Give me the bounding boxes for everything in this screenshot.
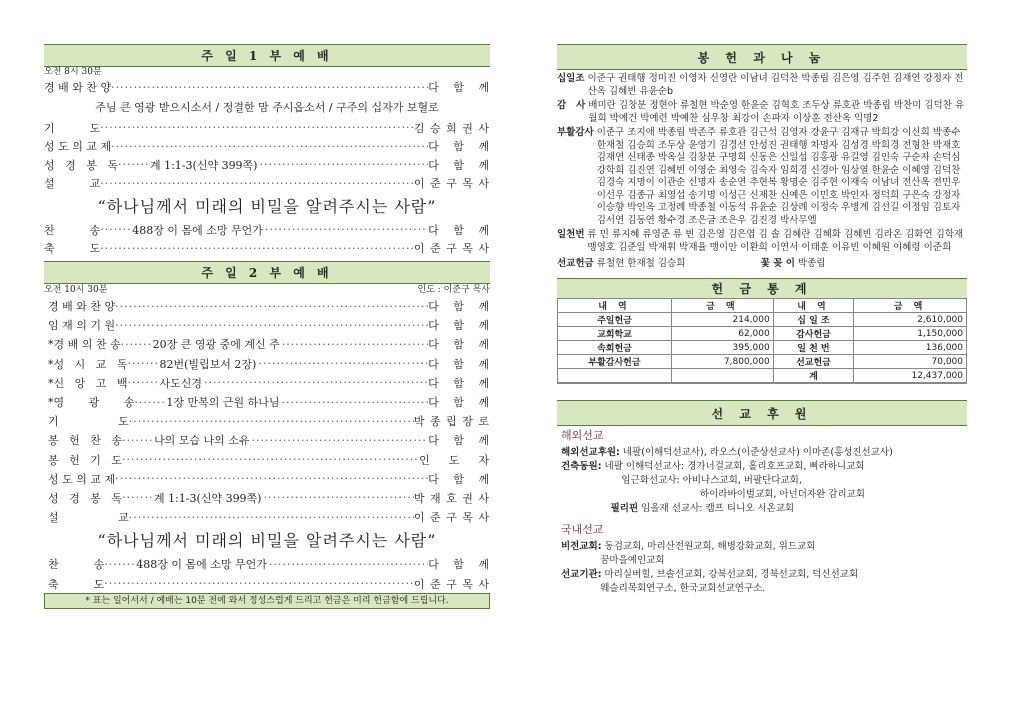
dot-leader [100, 242, 414, 255]
dot-leader [100, 223, 130, 236]
mission-line-text: 마리실버힐, 브솔선교회, 강북선교회, 경북선교회, 덕신선교회 [601, 569, 859, 580]
dot-leader [263, 491, 413, 504]
stats-amount: 2,610,000 [854, 313, 967, 327]
mission-line-text: 하이라바이벌교회, 아넌더자완 감리교회 [561, 489, 865, 500]
mission-line [557, 582, 967, 596]
order-item-person: 박 재 호 권 사 [413, 491, 490, 505]
stats-category: 감사헌금 [773, 327, 853, 341]
order-item-label: *성 시 교 독 [48, 357, 128, 371]
service2-sermon-title: “하나님께서 미래의 비밀을 알려주시는 사람” [97, 530, 437, 550]
service1-sermon-title: “하나님께서 미래의 비밀을 알려주시는 사람” [97, 196, 437, 216]
mission-line [557, 502, 967, 516]
order-row [44, 392, 490, 411]
order-row [44, 373, 490, 392]
mission-line [557, 446, 967, 460]
mission-line-text: 임올재 선교사: 캠프 티니오 시온교회 [638, 503, 795, 514]
order-item-label: 임 재 의 기 원 [48, 319, 116, 333]
dot-leader [104, 558, 134, 571]
stats-amount [671, 369, 773, 383]
order-row [44, 137, 490, 156]
dot-leader [281, 396, 428, 409]
offering-stats-header-row [558, 299, 967, 313]
mission-line [557, 568, 967, 582]
flower-label: 꽃 꽂 이 [760, 258, 795, 269]
order-item-person: 다 함 께 [428, 472, 490, 486]
offering-group-names: 이준구 조지애 박종립 박존주 류호관 김근석 김영자 강윤구 김재규 박희강 이신희 박종수 한재철 김승희 조두상 윤영기 김경선 안성진 권태행 차명자 김성경 박희경 전형찬 박재호 김재연 신태종 박옥실 김창분 구명희 신동은 신일섭 김홍광 유길영 김인숙 구순자 손덕심 강학희 김진연 김혜빈 이영순 최영숙 김숙자 임희경 신경아 임상열 한윤순 이혜영 김덕찬 김경숙 지명이 이관순 신명자 송순연 추현복 황명순 김주현 이재숙 이남녀 전산옥 전민우 이선우 김종규 최영섭 송기명 이성근 신재찬 신예은 이민호 박인자 정덕희 구은숙 강정자 이승향 박인옥 고정례 박종철 이동석 유윤순 김상례 이정숙 우병계 김선길 이정임 김토자 김서연 김동연 황수경 조은글 조은우 김진경 박사무엘 [596, 127, 961, 226]
order-item-person: 다 함 께 [428, 338, 490, 352]
dot-leader [259, 158, 428, 171]
dot-leader [104, 577, 414, 590]
order-row [44, 174, 490, 193]
offering-stats-row [558, 341, 967, 355]
order-item-label: 찬 송 [48, 558, 105, 572]
mission-line-label: 비전교회: [561, 541, 602, 552]
mission-offering-label: 선교헌금 [557, 258, 594, 269]
service2-order-end [44, 555, 490, 593]
stats-category: 속회헌금 [558, 341, 672, 355]
stats-category [558, 369, 672, 383]
dot-leader [118, 158, 148, 171]
stats-amount: 136,000 [854, 341, 967, 355]
order-row [44, 431, 490, 450]
dot-leader [115, 300, 428, 313]
order-item-label: 축 도 [48, 577, 105, 591]
order-item-person: 다 함 께 [428, 81, 490, 95]
order-item-person: 다 함 께 [428, 158, 490, 172]
col-label: 내 역 [558, 299, 672, 313]
mission-line [557, 460, 967, 474]
service1-header: 주 일 1 부 예 배 [44, 44, 490, 67]
dot-leader [251, 434, 428, 447]
offering-group-label: 일천번 [557, 229, 585, 240]
domestic-missions-list [557, 540, 967, 596]
mission-line-label: 선교기관: [561, 569, 602, 580]
mission-line-text: 네팔 이해덕선교사: 경가너걸교회, 홀리호프교회, 삐라하니교회 [601, 461, 865, 472]
order-item-label: 성 도 의 교 제 [48, 472, 116, 486]
stats-category: 주일헌금 [558, 313, 672, 327]
dot-leader [121, 338, 151, 351]
order-item-label: *영 광 송 [48, 396, 135, 410]
order-row [44, 78, 490, 97]
service1-order-c [44, 221, 490, 258]
stats-amount: 70,000 [854, 355, 967, 369]
dot-leader [269, 558, 428, 571]
overseas-missions-title: 해외선교 [561, 429, 604, 442]
dot-leader [115, 319, 428, 332]
order-item-person: 이 준 구 목 사 [413, 242, 490, 256]
order-item-person: 다 함 께 [428, 140, 490, 154]
stats-category: 일 천 번 [773, 341, 853, 355]
mission-line-label: 해외선교후원: [561, 447, 620, 458]
stats-amount: 7,800,000 [671, 355, 773, 369]
stats-amount: 62,000 [671, 327, 773, 341]
order-item-person: 다 함 께 [428, 434, 490, 448]
order-item-label: 찬 송 [44, 223, 101, 237]
order-item-person: 다 함 께 [428, 300, 490, 314]
service1-order-a [44, 78, 490, 97]
order-row [44, 119, 490, 138]
order-item-person: 다 함 께 [428, 223, 490, 237]
mission-line-text: 꿈마을예인교회 [561, 555, 665, 566]
mission-line [557, 540, 967, 554]
offering-header: 봉 헌 과 나 눔 [557, 44, 967, 70]
order-row [44, 574, 490, 593]
mission-line-text: 동검교회, 마리산전원교회, 해병강화교회, 위드교회 [601, 541, 816, 552]
order-item-label: 봉 헌 기 도 [48, 453, 122, 467]
stats-category: 선교헌금 [773, 355, 853, 369]
right-column [557, 44, 967, 596]
order-row [44, 508, 490, 527]
offering-stats [557, 278, 967, 384]
offering-stats-table [557, 298, 967, 383]
offering-groups [557, 73, 967, 254]
dot-leader [100, 177, 414, 190]
dot-leader [265, 223, 428, 236]
special-offering-line [557, 256, 967, 272]
offering-group [557, 229, 967, 254]
order-row [44, 156, 490, 175]
order-item-detail: 계 1:1-3(신약 399쪽) [153, 491, 262, 505]
order-item-label: *신 앙 고 백 [48, 376, 128, 390]
offering-group-label: 감 사 [557, 100, 586, 111]
order-item-label: 기 도 [48, 415, 129, 429]
mission-offering-names: 류철현 한재철 김승희 [596, 258, 686, 269]
dot-leader [122, 491, 152, 504]
stats-amount: 12,437,000 [854, 369, 967, 383]
order-row [44, 335, 490, 354]
order-item-label: 축 도 [44, 242, 101, 256]
order-item-label: 경 배 와 찬 양 [44, 81, 112, 95]
dot-leader [129, 511, 414, 524]
order-row [44, 316, 490, 335]
order-item-detail: 계 1:1-3(신약 399쪽) [149, 158, 258, 172]
mission-line-text: 웨슬리목회연구소, 한국교회선교연구소. [561, 583, 766, 594]
order-row [44, 239, 490, 258]
order-item-label: 성 경 봉 독 [48, 491, 122, 505]
order-row [44, 412, 490, 431]
service1-prayer-title: 주님 큰 영광 받으시소서 / 정결한 맘 주시옵소서 / 구주의 십자가 보혈로 [95, 100, 439, 114]
order-item-label: 봉 헌 찬 송 [48, 434, 122, 448]
service2-order [44, 297, 490, 527]
order-item-label: 경 배 와 찬 양 [48, 300, 116, 314]
order-item-person: 이 준 구 목 사 [413, 577, 490, 591]
mission-line-label: 건축동원: [561, 461, 602, 472]
order-item-person: 이 준 구 목 사 [413, 177, 490, 191]
offering-stats-row [558, 313, 967, 327]
service2-header: 주 일 2 부 예 배 [44, 261, 490, 284]
mission-line [557, 488, 967, 502]
order-item-detail: 나의 모습 나의 소유 [153, 434, 250, 448]
order-row [44, 488, 490, 507]
order-row [44, 469, 490, 488]
offering-stats-header: 헌 금 통 계 [557, 278, 967, 298]
order-item-label: *경 배 의 찬 송 [48, 338, 121, 352]
offering-group [557, 73, 967, 98]
col-label: 내 역 [773, 299, 853, 313]
dot-leader [127, 376, 157, 389]
dot-leader [122, 453, 419, 466]
offering-group-names: 류 민 류지혜 류영준 류 빈 김은영 김은엽 김 솔 김혜란 김혜화 김혜빈 김라온 김화연 김학재 맹영호 김준일 박재휘 박재율 맹이안 이환희 이연서 이태훈 이유빈 이혜원 이혜령 이준희 [587, 229, 964, 253]
stats-category: 십 일 조 [773, 313, 853, 327]
flower-name: 박종립 [797, 258, 826, 269]
order-item-person: 이 준 구 목 사 [413, 511, 490, 525]
dot-leader [127, 357, 157, 370]
overseas-missions-list [557, 446, 967, 516]
service1-time: 오전 8시 30분 [44, 67, 102, 77]
service2-footnote: * 표는 일어서서 / 예배는 10분 전에 와서 정성스럽게 드리고 헌금은 미리 헌금함에 드립니다. [44, 593, 490, 609]
order-item-label: 설 교 [48, 511, 129, 525]
order-item-label: 기 도 [44, 121, 101, 135]
stats-category: 교회학교 [558, 327, 672, 341]
order-item-detail: 488장 이 몸에 소망 무언가 [132, 223, 263, 237]
offering-group-names: 이준구 권태행 정미진 이영자 신영란 이남녀 김덕찬 박종립 김은영 김주현 김재연 강정자 전산옥 김혜빈 유윤순b [587, 73, 964, 97]
order-item-detail: 20장 큰 영광 중에 계신 주 [152, 338, 280, 352]
dot-leader [258, 357, 428, 370]
stats-category: 부활감사헌금 [558, 355, 672, 369]
order-row [44, 555, 490, 574]
mission-line [557, 474, 967, 488]
offering-group [557, 100, 967, 125]
order-row [44, 297, 490, 316]
dot-leader [115, 472, 428, 485]
offering-group [557, 127, 967, 227]
col-label: 금 액 [854, 299, 967, 313]
dot-leader [111, 140, 428, 153]
order-row [44, 354, 490, 373]
missions-header: 선 교 후 원 [557, 400, 967, 426]
offering-group-label: 부활감사 [557, 127, 594, 138]
mission-line-label: 필리핀 [561, 503, 639, 514]
order-item-person: 다 함 께 [428, 319, 490, 333]
order-item-person: 김 승 희 권 사 [413, 121, 490, 135]
offering-stats-row [558, 369, 967, 383]
order-item-label: 성 경 봉 독 [44, 158, 118, 172]
order-item-person: 인 도 자 [419, 453, 490, 467]
service1-order-b [44, 119, 490, 193]
mission-line [557, 554, 967, 568]
offering-stats-row [558, 355, 967, 369]
order-item-detail: 82번(빌립보서 2장) [159, 357, 257, 371]
offering-group-names: 배미란 김창분 정현아 류철현 박순영 한윤순 김혁호 조두상 류호관 박종립 박찬미 김덕찬 유월희 박예건 박예련 박예찬 심우창 최강이 손파자 이상훈 전산옥 익명2 [588, 100, 965, 124]
order-item-person: 다 함 께 [428, 396, 490, 410]
dot-leader [204, 376, 428, 389]
service2-leader: 인도 : 이준구 목사 [417, 284, 490, 295]
left-column [44, 44, 490, 609]
stats-amount: 214,000 [671, 313, 773, 327]
order-item-detail: 488장 이 몸에 소망 무언가 [136, 558, 267, 572]
order-item-person: 다 함 께 [428, 558, 490, 572]
mission-line-text: 임근화선교사: 아비나스교회, 버팔단다교회, [561, 475, 802, 486]
dot-leader [122, 434, 152, 447]
order-row [44, 221, 490, 240]
stats-category: 계 [773, 369, 853, 383]
order-item-person: 박 종 립 장 로 [413, 415, 490, 429]
order-item-person: 다 함 께 [428, 376, 490, 390]
order-row [44, 450, 490, 469]
dot-leader [100, 121, 414, 134]
offering-stats-row [558, 327, 967, 341]
col-label: 금 액 [671, 299, 773, 313]
order-item-label: 설 교 [44, 177, 101, 191]
mission-line-text: 네팔(이해덕선교사), 라오스(이준상선교사) 이마존(홍성진선교사) [619, 447, 893, 458]
service2-subheader [44, 284, 490, 297]
dot-leader [282, 338, 428, 351]
offering-group-label: 십일조 [557, 73, 585, 84]
order-item-label: 성 도 의 교 제 [44, 140, 112, 154]
dot-leader [111, 81, 428, 94]
service2-time: 오전 10시 30분 [44, 284, 108, 295]
order-item-detail: 사도신경 [159, 376, 202, 390]
dot-leader [129, 415, 414, 428]
domestic-missions-title: 국내선교 [561, 523, 604, 536]
order-item-person: 다 함 께 [428, 357, 490, 371]
dot-leader [134, 396, 164, 409]
order-item-detail: 1장 만복의 근원 하나님 [166, 396, 280, 410]
stats-amount: 395,000 [671, 341, 773, 355]
stats-amount: 1,150,000 [854, 327, 967, 341]
